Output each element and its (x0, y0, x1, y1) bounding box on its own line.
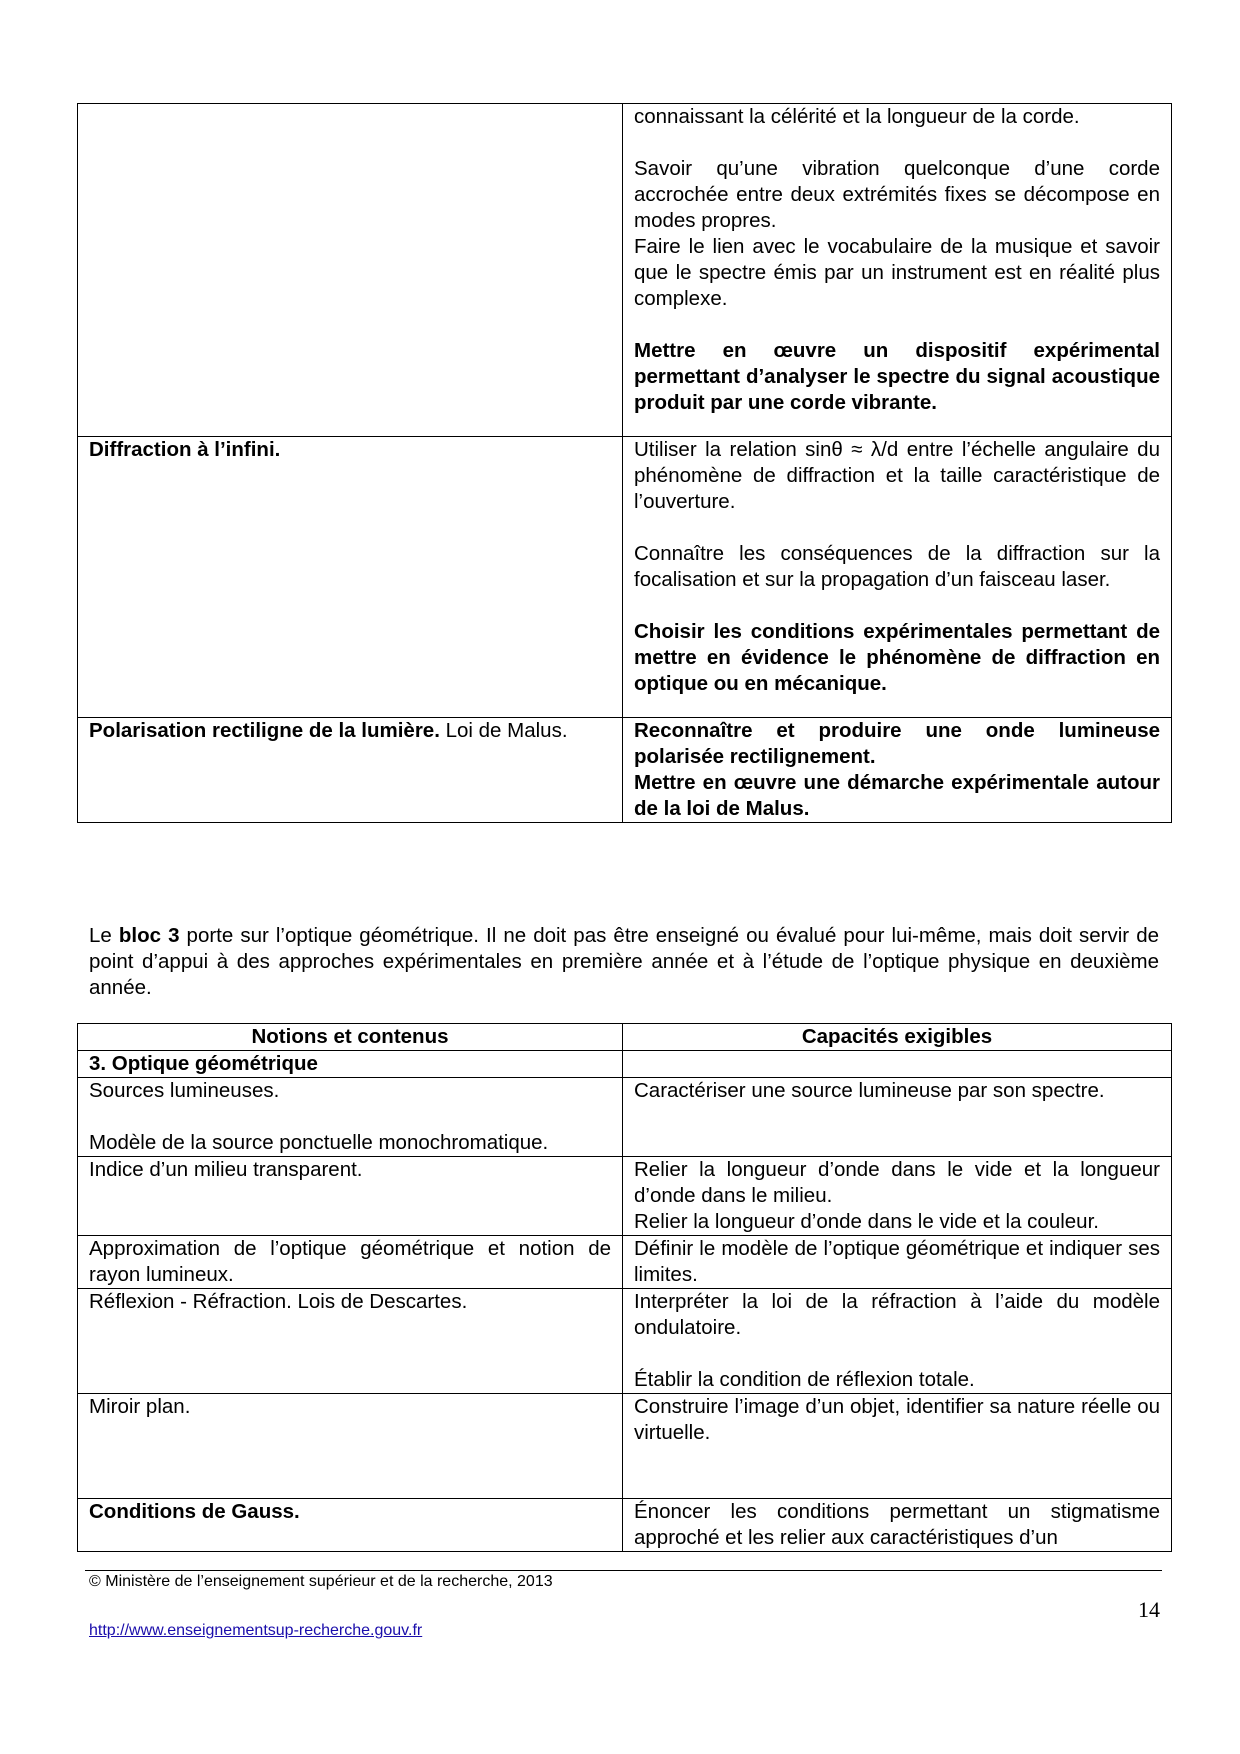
column-header-notions: Notions et contenus (78, 1024, 623, 1051)
capacity-cell (623, 1289, 1172, 1394)
table-row (78, 437, 1172, 718)
notion-cell (78, 1236, 623, 1289)
capacity-text: Relier la longueur d’onde dans le vide et la couleur. (634, 1210, 1099, 1233)
notion-text: Miroir plan. (89, 1395, 191, 1418)
capacity-text: Interpréter la loi de la réfraction à l’aide du modèle ondulatoire. (634, 1290, 1160, 1339)
capacity-text-bold: Choisir les conditions expérimentales permettant de mettre en évidence le phénomène de diffraction en optique ou en mécanique. (634, 620, 1160, 695)
notion-cell (78, 718, 623, 823)
notion-cell (78, 1289, 623, 1394)
capacity-text: Énoncer les conditions permettant un stigmatisme approché et les relier aux caractéristiques d’un (634, 1500, 1160, 1549)
ministry-website-link[interactable]: http://www.enseignementsup-recherche.gouv.fr (89, 1622, 423, 1639)
capacity-text-bold: Mettre en œuvre une démarche expérimentale autour de la loi de Malus. (634, 771, 1160, 820)
capacity-text: connaissant la célérité et la longueur de la corde. (634, 105, 1080, 128)
notion-text: Sources lumineuses. (89, 1079, 280, 1102)
notion-text: Conditions de Gauss. (89, 1500, 300, 1523)
notion-text: Indice d’un milieu transparent. (89, 1158, 363, 1181)
table-row (78, 718, 1172, 823)
capacity-cell (623, 1394, 1172, 1499)
notion-text: Modèle de la source ponctuelle monochromatique. (89, 1131, 549, 1154)
optics-program-table (77, 1023, 1172, 1552)
capacity-text: Relier la longueur d’onde dans le vide et la longueur d’onde dans le milieu. (634, 1158, 1160, 1207)
capacity-text: Faire le lien avec le vocabulaire de la musique et savoir que le spectre émis par un instrument est en réalité plus complexe. (634, 235, 1160, 310)
section-row (78, 1051, 1172, 1078)
table-row (78, 1157, 1172, 1236)
notion-cell (78, 1078, 623, 1157)
capacity-text: Savoir qu’une vibration quelconque d’une corde accrochée entre deux extrémités fixes se décompose en modes propres. (634, 157, 1160, 232)
capacity-text: Connaître les conséquences de la diffraction sur la focalisation et sur la propagation d’un faisceau laser. (634, 542, 1160, 591)
program-table-continued (77, 103, 1172, 823)
notion-cell: Diffraction à l’infini. (78, 437, 623, 718)
notion-cell (78, 104, 623, 437)
notion-text: Loi de Malus. (439, 719, 568, 742)
column-header-capacities: Capacités exigibles (623, 1024, 1172, 1051)
notion-cell (78, 1394, 623, 1499)
notion-bold: Polarisation rectiligne de la lumière. (89, 719, 440, 742)
capacity-cell (623, 1236, 1172, 1289)
capacity-cell (623, 1078, 1172, 1157)
notion-text: Approximation de l’optique géométrique et notion de rayon lumineux. (89, 1237, 611, 1286)
capacity-text-bold: Reconnaître et produire une onde lumineuse polarisée rectilignement. (634, 719, 1160, 768)
header-row (78, 1024, 1172, 1051)
section-title: 3. Optique géométrique (78, 1051, 623, 1078)
capacity-cell (623, 1157, 1172, 1236)
empty-cell (623, 1051, 1172, 1078)
table-row (78, 104, 1172, 437)
intro-bold: bloc 3 (118, 924, 180, 947)
capacity-cell (623, 437, 1172, 718)
capacity-cell (623, 1499, 1172, 1552)
intro-rest: porte sur l’optique géométrique. Il ne doit pas être enseigné ou évalué pour lui-même, mais doit servir de point d’appui à des approches expérimentales en première année et à l’étude de l’optique physique en deuxième année. (89, 924, 1159, 999)
notion-cell (78, 1157, 623, 1236)
capacity-cell (623, 718, 1172, 823)
capacity-text: Caractériser une source lumineuse par son spectre. (634, 1079, 1105, 1102)
table-row (78, 1289, 1172, 1394)
table-row (78, 1236, 1172, 1289)
capacity-text: Utiliser la relation sinθ ≈ λ/d entre l’échelle angulaire du phénomène de diffraction et la taille caractéristique de l’ouverture. (634, 438, 1160, 513)
table-row (78, 1078, 1172, 1157)
notion-cell (78, 1499, 623, 1552)
capacity-cell (623, 104, 1172, 437)
page-number: 14 (1138, 1597, 1160, 1622)
capacity-text-bold: Mettre en œuvre un dispositif expérimental permettant d’analyser le spectre du signal acoustique produit par une corde vibrante. (634, 339, 1160, 414)
capacity-text: Définir le modèle de l’optique géométrique et indiquer ses limites. (634, 1237, 1160, 1286)
intro-lead: Le (89, 924, 119, 947)
table-row (78, 1394, 1172, 1499)
capacity-text: Établir la condition de réflexion totale. (634, 1368, 975, 1391)
table-row (78, 1499, 1172, 1552)
footer-divider (85, 1570, 1162, 1571)
capacity-text: Construire l’image d’un objet, identifier sa nature réelle ou virtuelle. (634, 1395, 1160, 1444)
copyright-notice: © Ministère de l’enseignement supérieur et de la recherche, 2013 (89, 1573, 553, 1590)
bloc3-intro-paragraph (89, 923, 1159, 1001)
notion-text: Réflexion - Réfraction. Lois de Descartes. (89, 1290, 468, 1313)
